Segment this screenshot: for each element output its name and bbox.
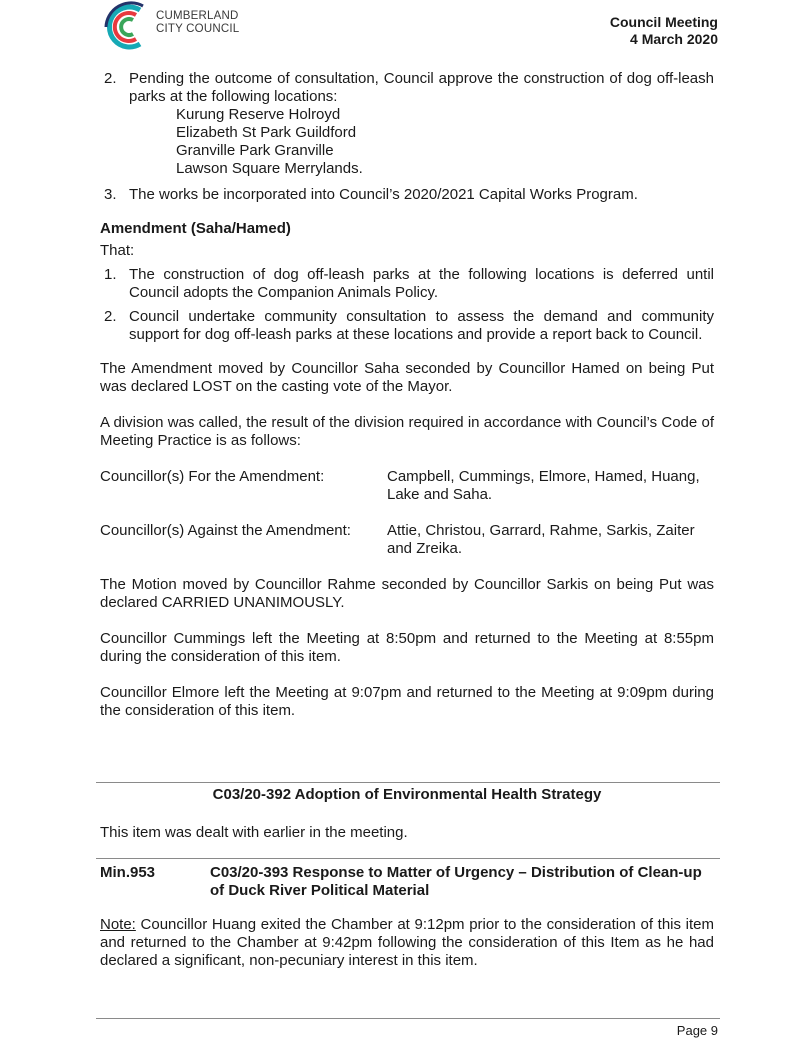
footer-divider	[96, 1018, 720, 1019]
item-393-section	[100, 864, 714, 970]
votes-for-label: Councillor(s) For the Amendment:	[100, 468, 325, 485]
list-item	[100, 308, 714, 344]
council-logo-icon	[100, 0, 154, 54]
item-392-note: This item was dealt with earlier in the meeting.	[100, 824, 408, 841]
section-divider	[96, 858, 720, 859]
list-number: 2.	[104, 70, 117, 87]
location-item: Lawson Square Merrylands.	[176, 160, 363, 177]
list-text: The construction of dog off-leash parks at the following locations is deferred until Council adopts the Companion Animals Policy.	[129, 266, 714, 301]
location-item: Granville Park Granville	[176, 142, 334, 159]
minute-number: Min.953	[100, 864, 156, 881]
votes-for-row	[100, 468, 714, 504]
cummings-paragraph: Councillor Cummings left the Meeting at 8:50pm and returned to the Meeting at 8:55pm during the consideration of this item.	[100, 630, 714, 665]
list-item	[100, 266, 714, 302]
note-label: Note:	[100, 916, 136, 933]
logo-text	[156, 10, 239, 36]
votes-against-label: Councillor(s) Against the Amendment:	[100, 522, 351, 539]
amendment-heading: Amendment (Saha/Hamed)	[100, 220, 291, 237]
motion-result: The Motion moved by Councillor Rahme seconded by Councillor Sarkis on being Put was declared CARRIED UNANIMOUSLY.	[100, 576, 714, 611]
meeting-title: Council Meeting	[609, 14, 718, 30]
item-393-title: C03/20-393 Response to Matter of Urgency – Distribution of Clean-up of Duck River Political Material	[210, 864, 702, 899]
location-list	[100, 106, 714, 178]
document-body	[100, 70, 714, 720]
meeting-date: 4 March 2020	[630, 31, 718, 47]
note-text: Councillor Huang exited the Chamber at 9:12pm prior to the consideration of this item and returned to the Chamber at 9:42pm following the consideration of this Item as he had declared a significant, non-pecuniary interest in this item.	[100, 916, 714, 969]
list-text: Council undertake community consultation to assess the demand and community support for dog off-leash parks at these locations and provide a report back to Council.	[129, 308, 714, 343]
item-393-heading	[100, 864, 714, 900]
council-logo	[100, 0, 240, 54]
page-number: Page 9	[676, 1023, 718, 1038]
logo-line-1: CUMBERLAND	[156, 10, 239, 22]
elmore-paragraph: Councillor Elmore left the Meeting at 9:07pm and returned to the Meeting at 9:09pm during the consideration of this item.	[100, 684, 714, 719]
motion-list	[100, 70, 714, 204]
amendment-result: The Amendment moved by Councillor Saha seconded by Councillor Hamed on being Put was declared LOST on the casting vote of the Mayor.	[100, 360, 714, 395]
division-paragraph: A division was called, the result of the division required in accordance with Council’s Code of Meeting Practice is as follows:	[100, 414, 714, 449]
list-item	[100, 186, 714, 204]
item-392-title: C03/20-392 Adoption of Environmental Health Strategy	[212, 786, 602, 803]
amendment-that: That:	[100, 242, 135, 259]
list-item	[100, 70, 714, 106]
votes-for-names: Campbell, Cummings, Elmore, Hamed, Huang, Lake and Saha.	[387, 468, 700, 503]
list-number: 3.	[104, 186, 117, 203]
item-392-section	[100, 786, 714, 842]
list-text: Pending the outcome of consultation, Council approve the construction of dog off-leash parks at the following locations:	[129, 70, 714, 105]
location-item: Kurung Reserve Holroyd	[176, 106, 341, 123]
meeting-header	[610, 14, 718, 48]
votes-against-names: Attie, Christou, Garrard, Rahme, Sarkis, Zaiter and Zreika.	[387, 522, 695, 557]
section-divider	[96, 782, 720, 783]
logo-line-2: CITY COUNCIL	[156, 23, 240, 35]
list-number: 1.	[104, 266, 117, 283]
amendment-list	[100, 266, 714, 344]
list-number: 2.	[104, 308, 117, 325]
item-393-note	[100, 916, 714, 970]
location-item: Elizabeth St Park Guildford	[176, 124, 357, 141]
list-text: The works be incorporated into Council’s 2020/2021 Capital Works Program.	[129, 186, 638, 203]
votes-against-row	[100, 522, 714, 558]
